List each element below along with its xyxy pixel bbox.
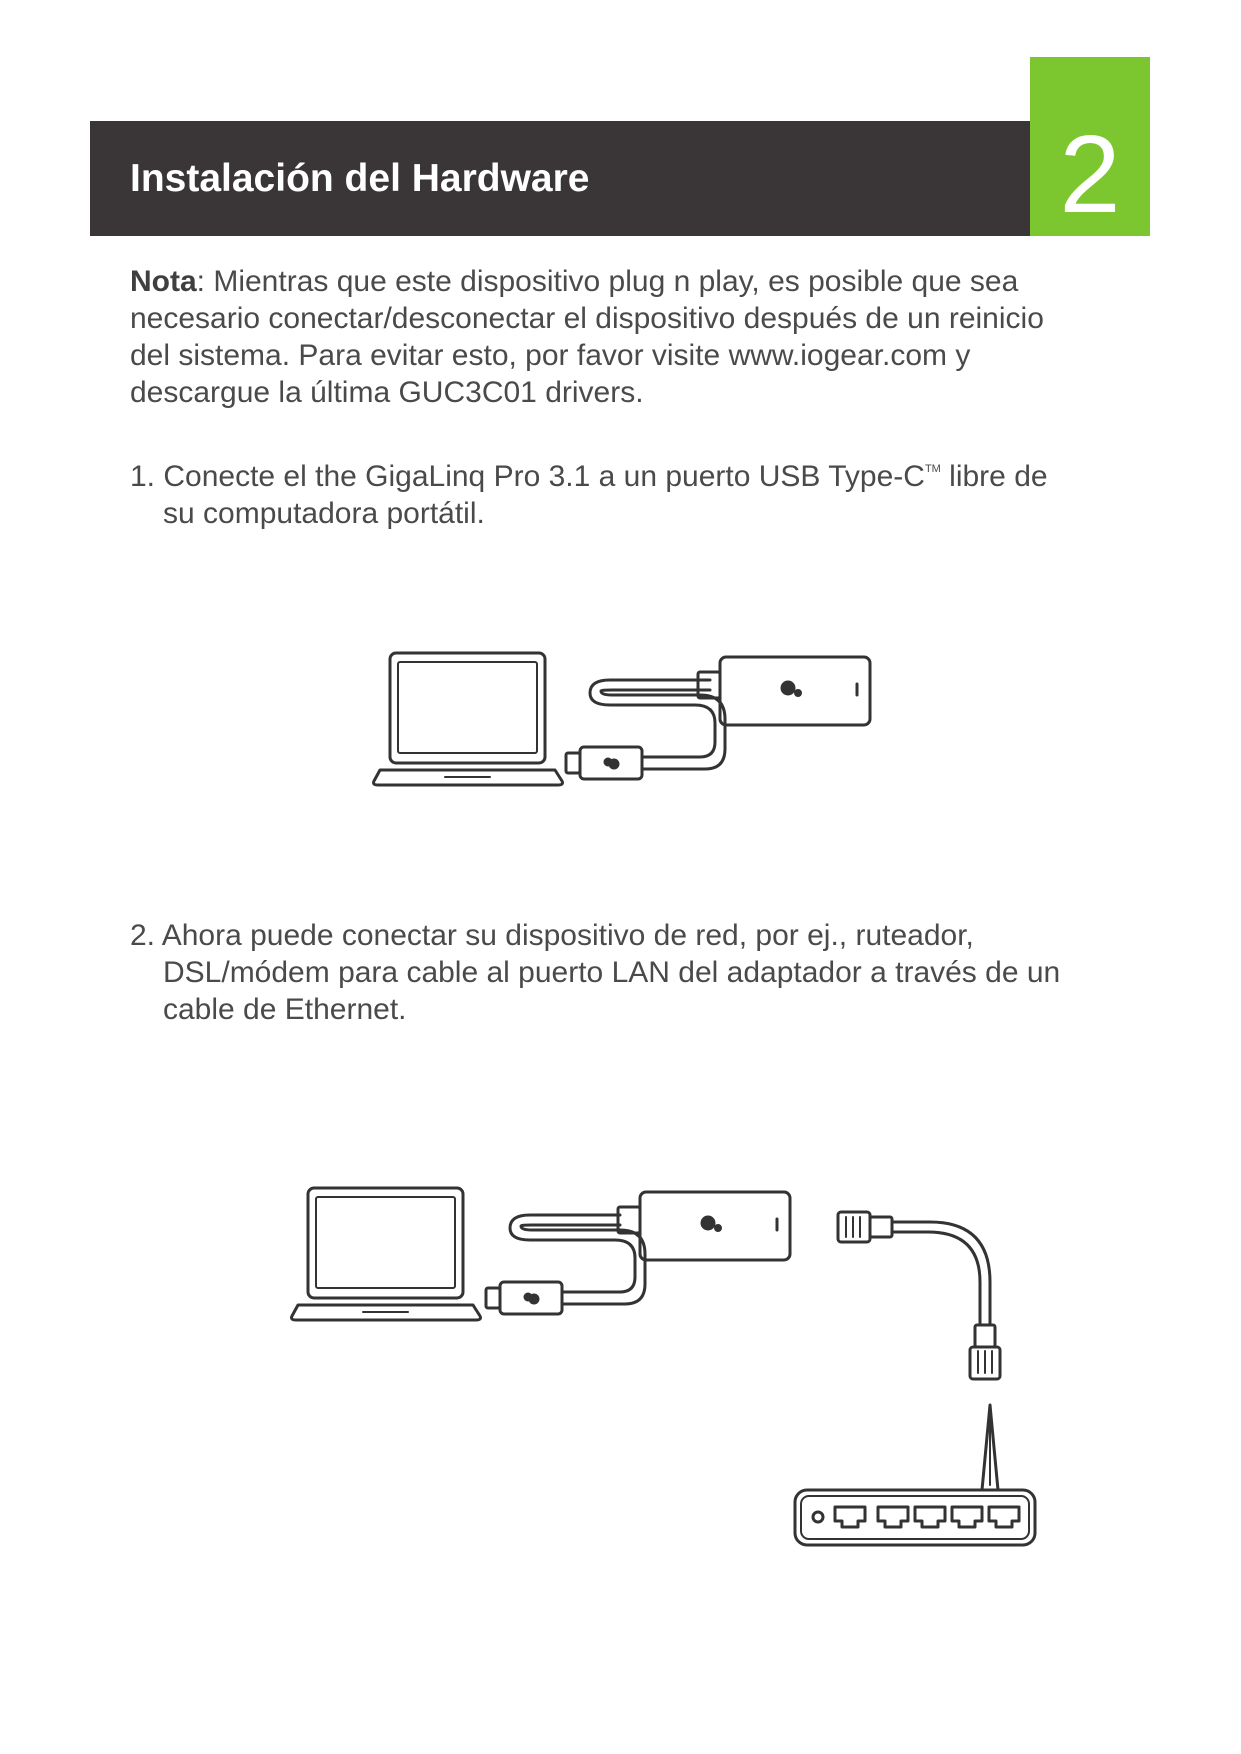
router-icon [795,1405,1035,1545]
chapter-badge [1030,57,1150,236]
trademark-mark: TM [924,463,941,475]
step-1-line-1: 1. Conecte el the GigaLinq Pro 3.1 a un puerto USB Type-C™ libre de [130,460,1048,493]
note-line-3: del sistema. Para evitar esto, por favor visite www.iogear.com y [130,339,971,372]
note-line-4: descargue la última GUC3C01 drivers. [130,376,644,409]
step-2-line-1: 2. Ahora puede conectar su dispositivo de red, por ej., ruteador, [130,919,974,952]
figure-laptop-adapter [370,645,910,805]
step-1 [130,451,1140,532]
step-1-line-2: su computadora portátil. [163,497,485,530]
chapter-number: 2 [1059,113,1121,236]
note-line-1: Nota: Mientras que este dispositivo plug n play, es posible que sea [130,265,1019,298]
note-label: Nota [130,265,197,298]
page-title: Instalación del Hardware [130,157,590,200]
usb-c-cable-icon [566,680,725,779]
step-2-line-2: DSL/módem para cable al puerto LAN del adaptador a través de un [163,956,1061,989]
usb-c-cable-icon [486,1215,645,1314]
note-paragraph [130,263,1140,411]
step-2-line-3: cable de Ethernet. [163,993,407,1026]
laptop-icon [374,653,563,785]
figure-laptop-adapter-router [290,1185,1050,1575]
step-2 [130,917,1140,1028]
note-line-2: necesario conectar/desconectar el dispositivo después de un reinicio [130,302,1044,335]
ethernet-cable-icon [838,1212,1000,1379]
laptop-icon [292,1188,481,1320]
